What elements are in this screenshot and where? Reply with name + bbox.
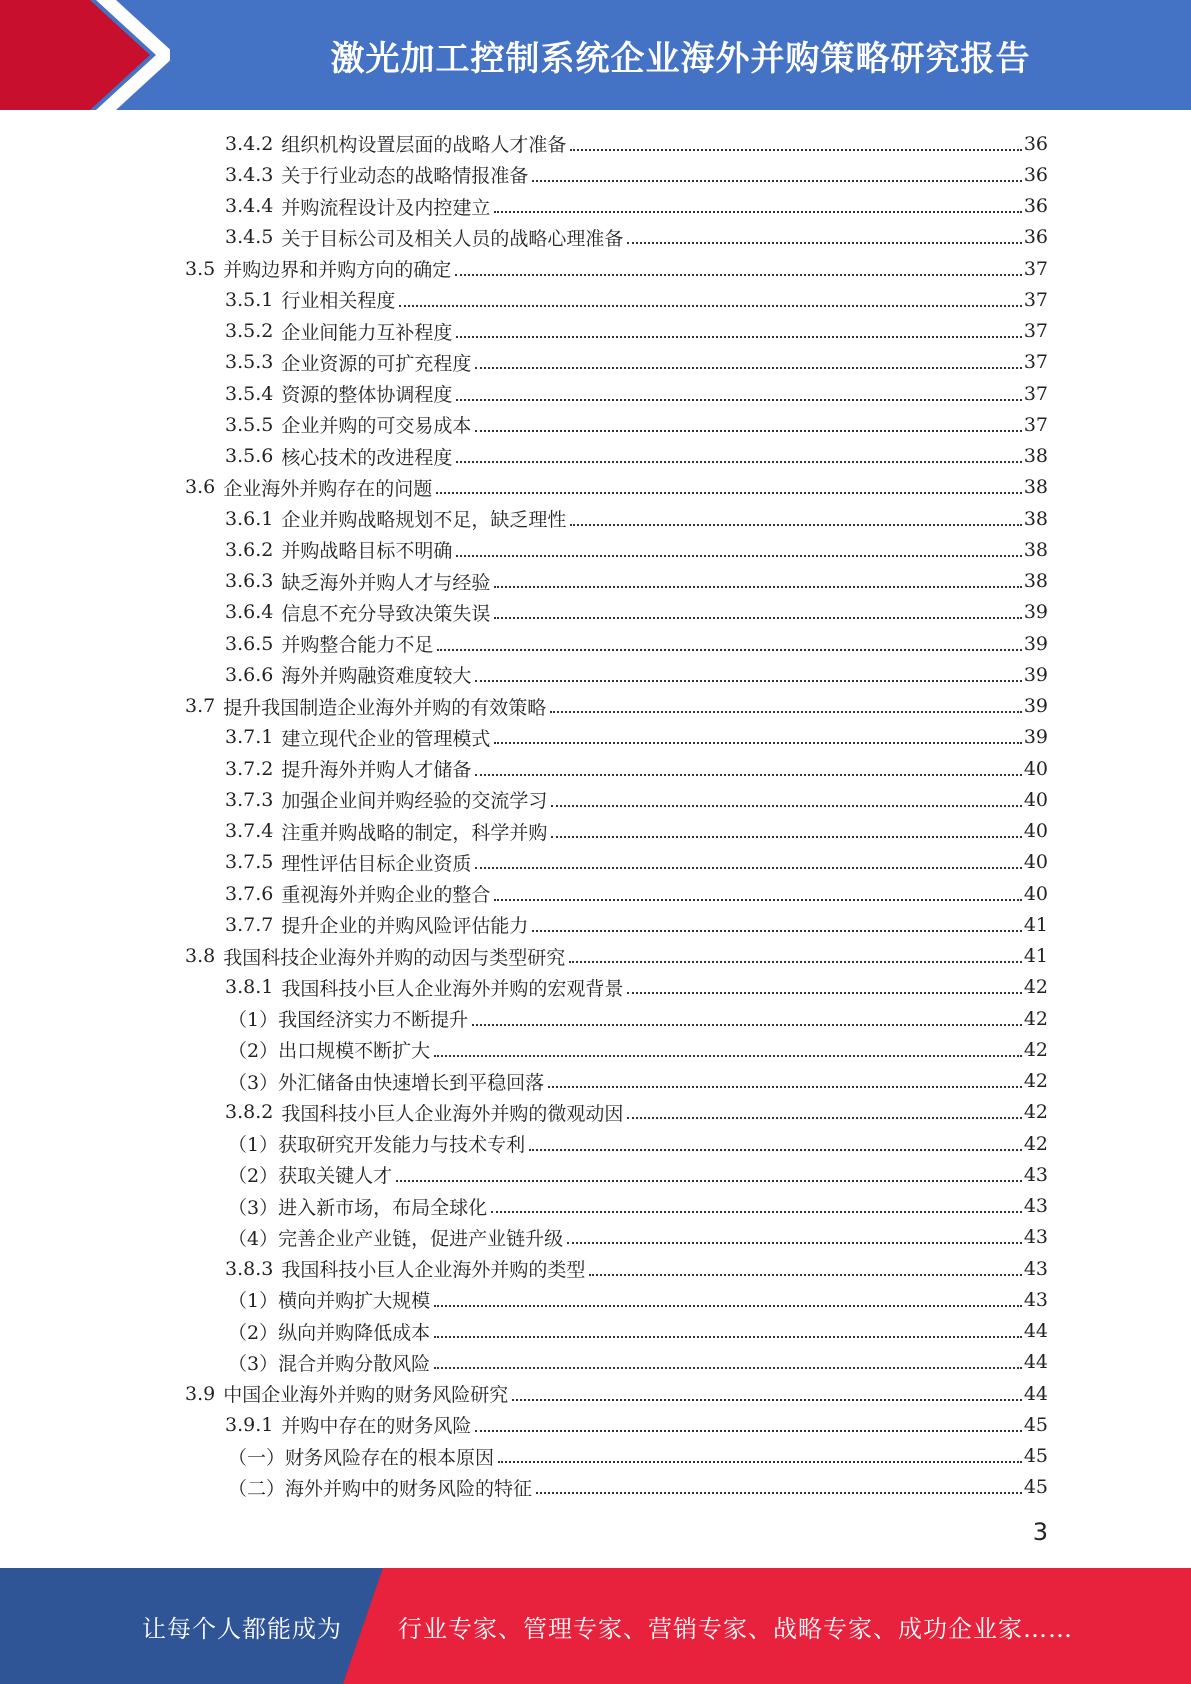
toc-dot-leader	[475, 680, 1021, 682]
toc-entry-title: 完善企业产业链，促进产业链升级	[278, 1227, 564, 1250]
toc-entry[interactable]	[185, 472, 1048, 503]
toc-entry-page: 38	[1023, 476, 1048, 499]
toc-entry[interactable]	[225, 316, 1048, 347]
toc-entry[interactable]	[225, 1253, 1048, 1284]
toc-dot-leader	[456, 461, 1021, 463]
toc-entry-page: 36	[1023, 195, 1048, 217]
toc-entry[interactable]	[225, 722, 1048, 753]
toc-entry-page: 40	[1023, 788, 1048, 811]
toc-entry[interactable]	[228, 1066, 1048, 1097]
toc-entry-number: 3.6	[185, 476, 216, 499]
toc-entry-page: 43	[1023, 1195, 1048, 1217]
toc-entry[interactable]	[185, 941, 1048, 972]
toc-entry[interactable]	[225, 628, 1048, 659]
toc-dot-leader	[569, 961, 1022, 963]
toc-entry-page: 37	[1023, 351, 1048, 374]
toc-dot-leader	[494, 899, 1021, 901]
toc-entry-page: 44	[1023, 1320, 1048, 1342]
toc-entry-title: 建立现代企业的管理模式	[281, 727, 491, 750]
toc-dot-leader	[472, 1024, 1022, 1026]
toc-entry-page: 43	[1023, 1226, 1048, 1249]
toc-dot-leader	[436, 492, 1022, 494]
toc-dot-leader	[494, 617, 1021, 619]
toc-entry-title: 组织机构设置层面的战略人才准备	[281, 134, 567, 156]
toc-entry-page: 37	[1023, 413, 1048, 436]
header-arrow-icon	[0, 0, 170, 110]
toc-entry-number: （3）	[228, 1071, 279, 1094]
toc-dot-leader	[399, 305, 1021, 307]
toc-entry[interactable]	[225, 128, 1048, 159]
toc-entry[interactable]	[225, 878, 1048, 909]
toc-entry[interactable]	[228, 1191, 1048, 1222]
toc-dot-leader	[548, 1086, 1022, 1088]
toc-entry-page: 38	[1023, 507, 1048, 530]
page-number: 3	[1032, 1518, 1048, 1546]
toc-entry-title: 并购整合能力不足	[281, 634, 434, 656]
toc-entry[interactable]	[225, 1097, 1048, 1128]
toc-dot-leader	[456, 336, 1021, 338]
toc-entry-page: 38	[1023, 445, 1048, 467]
page-footer	[0, 1568, 1191, 1684]
toc-entry-page: 41	[1023, 913, 1048, 936]
toc-entry-page: 43	[1023, 1257, 1048, 1280]
toc-entry-page: 40	[1023, 851, 1048, 874]
toc-dot-leader	[627, 1117, 1021, 1119]
toc-entry-title: 出口规模不断扩大	[278, 1040, 431, 1063]
toc-entry-title: 我国科技企业海外并购的动因与类型研究	[223, 946, 566, 969]
toc-entry-number: 3.7.3	[225, 788, 274, 811]
toc-entry-number: 3.4.2	[225, 132, 274, 155]
toc-entry-page: 42	[1023, 1038, 1048, 1061]
toc-entry-title: 中国企业海外并购的财务风险研究	[223, 1384, 509, 1406]
toc-dot-leader	[437, 649, 1021, 651]
toc-entry-number: （3）	[228, 1352, 279, 1375]
toc-entry-page: 45	[1023, 1445, 1048, 1467]
toc-dot-leader	[434, 1305, 1022, 1307]
toc-entry-page: 42	[1023, 976, 1048, 999]
footer-slogan-right: 行业专家、管理专家、营销专家、战略专家、成功企业家……	[398, 1614, 1073, 1643]
toc-entry-number: 3.6.5	[225, 632, 274, 655]
toc-entry-page: 36	[1023, 226, 1048, 249]
toc-entry-page: 39	[1023, 601, 1048, 624]
toc-entry[interactable]	[225, 441, 1048, 472]
toc-entry-page: 44	[1023, 1382, 1048, 1405]
toc-dot-leader	[475, 430, 1021, 432]
toc-dot-leader	[456, 555, 1021, 557]
toc-entry-title: 关于行业动态的战略情报准备	[281, 165, 529, 188]
toc-entry-title: 缺乏海外并购人才与经验	[281, 571, 491, 594]
toc-entry[interactable]	[185, 691, 1048, 722]
toc-entry[interactable]	[225, 784, 1048, 815]
toc-entry-number: （二）	[228, 1477, 286, 1500]
toc-entry-title: 并购流程设计及内控建立	[281, 196, 491, 219]
toc-entry-page: 43	[1023, 1288, 1048, 1311]
toc-entry-number: 3.9	[185, 1382, 216, 1405]
toc-entry-number: 3.5.3	[225, 351, 274, 374]
toc-entry-number: 3.7.4	[225, 820, 274, 842]
toc-entry[interactable]	[228, 1441, 1048, 1472]
toc-entry[interactable]	[228, 1003, 1048, 1034]
toc-entry-page: 41	[1023, 945, 1048, 967]
toc-entry[interactable]	[225, 503, 1048, 534]
toc-dot-leader	[570, 149, 1021, 151]
document-title: 激光加工控制系统企业海外并购策略研究报告	[330, 38, 1031, 79]
toc-dot-leader	[475, 774, 1021, 776]
toc-entry-title: 我国科技小巨人企业海外并购的宏观背景	[281, 977, 624, 1000]
toc-entry-number: 3.8	[185, 945, 216, 967]
toc-entry-number: 3.6.4	[225, 601, 274, 624]
toc-entry[interactable]	[225, 347, 1048, 378]
toc-dot-leader	[396, 1180, 1022, 1182]
toc-entry-title: 外汇储备由快速增长到平稳回落	[278, 1071, 545, 1094]
toc-entry-number: 3.7.6	[225, 882, 274, 905]
toc-entry-title: 我国经济实力不断提升	[278, 1009, 469, 1031]
toc-entry-number: 3.7.1	[225, 726, 274, 749]
toc-entry-number: 3.6.2	[225, 538, 274, 561]
toc-dot-leader	[570, 524, 1021, 526]
toc-entry-page: 39	[1023, 632, 1048, 655]
toc-entry-number: （2）	[228, 1040, 279, 1063]
toc-entry-page: 42	[1023, 1070, 1048, 1092]
toc-entry-title: 加强企业间并购经验的交流学习	[281, 790, 548, 813]
toc-entry-title: 并购中存在的财务风险	[281, 1415, 472, 1438]
toc-entry-page: 39	[1023, 726, 1048, 749]
toc-entry-page: 36	[1023, 163, 1048, 186]
toc-entry-number: 3.6.6	[225, 663, 274, 686]
toc-entry-page: 37	[1023, 257, 1048, 280]
toc-entry-number: 3.5.1	[225, 288, 274, 311]
toc-entry-title: 资源的整体协调程度	[281, 384, 453, 406]
toc-entry-number: （一）	[228, 1446, 286, 1469]
toc-dot-leader	[491, 1211, 1022, 1213]
toc-entry-page: 37	[1023, 382, 1048, 405]
toc-entry-number: （2）	[228, 1165, 279, 1188]
toc-entry-title: 重视海外并购企业的整合	[281, 884, 491, 906]
toc-entry-number: 3.6.3	[225, 570, 274, 592]
toc-entry[interactable]	[225, 659, 1048, 690]
toc-entry[interactable]	[225, 378, 1048, 409]
toc-entry-number: 3.5.4	[225, 382, 274, 405]
toc-entry[interactable]	[225, 909, 1048, 940]
toc-entry[interactable]	[225, 566, 1048, 597]
toc-entry[interactable]	[225, 972, 1048, 1003]
toc-entry[interactable]	[225, 1409, 1048, 1440]
toc-entry-title: 企业并购战略规划不足，缺乏理性	[281, 509, 567, 531]
toc-entry[interactable]	[225, 222, 1048, 253]
toc-dot-leader	[536, 1492, 1022, 1494]
toc-entry-number: （3）	[228, 1196, 279, 1219]
toc-entry-page: 38	[1023, 538, 1048, 561]
toc-entry-page: 38	[1023, 570, 1048, 592]
toc-entry-title: 信息不充分导致决策失误	[281, 602, 491, 625]
toc-entry-number: 3.4.4	[225, 195, 274, 217]
toc-entry[interactable]	[185, 1378, 1048, 1409]
toc-entry-title: 理性评估目标企业资质	[281, 852, 472, 875]
toc-entry-title: 企业海外并购存在的问题	[223, 477, 433, 500]
toc-entry-number: 3.7.5	[225, 851, 274, 874]
toc-dot-leader	[498, 1461, 1022, 1463]
toc-entry-number: 3.7.2	[225, 757, 274, 780]
toc-entry-page: 43	[1023, 1163, 1048, 1186]
toc-entry-title: 企业间能力互补程度	[281, 321, 453, 344]
toc-entry-title: 并购边界和并购方向的确定	[223, 259, 452, 281]
toc-entry-number: 3.4.3	[225, 163, 274, 186]
toc-entry-page: 37	[1023, 288, 1048, 311]
toc-entry-title: 关于目标公司及相关人员的战略心理准备	[281, 227, 624, 250]
toc-entry-number: 3.8.1	[225, 976, 274, 999]
toc-dot-leader	[567, 1242, 1022, 1244]
toc-entry-number: （1）	[228, 1009, 279, 1031]
toc-dot-leader	[551, 805, 1021, 807]
toc-entry[interactable]	[225, 191, 1048, 222]
toc-entry-title: 横向并购扩大规模	[278, 1290, 431, 1313]
toc-entry-title: 提升我国制造企业海外并购的有效策略	[223, 696, 547, 719]
toc-entry-page: 42	[1023, 1132, 1048, 1155]
toc-entry[interactable]	[225, 409, 1048, 440]
toc-entry-page: 40	[1023, 757, 1048, 780]
toc-dot-leader	[475, 1430, 1021, 1432]
toc-entry-title: 纵向并购降低成本	[278, 1321, 431, 1344]
toc-entry-number: 3.5	[185, 257, 216, 280]
toc-entry-title: 并购战略目标不明确	[281, 540, 453, 563]
toc-dot-leader	[475, 867, 1021, 869]
toc-entry-page: 36	[1023, 132, 1048, 155]
toc-dot-leader	[512, 1399, 1022, 1401]
toc-entry-page: 37	[1023, 320, 1048, 342]
toc-entry-number: 3.5.5	[225, 413, 274, 436]
toc-entry-number: （2）	[228, 1321, 279, 1344]
toc-entry[interactable]	[225, 534, 1048, 565]
toc-dot-leader	[551, 836, 1021, 838]
toc-entry-number: 3.5.2	[225, 320, 274, 342]
toc-entry-title: 提升企业的并购风险评估能力	[281, 915, 529, 938]
toc-entry-title: 我国科技小巨人企业海外并购的微观动因	[281, 1102, 624, 1125]
toc-entry-title: 财务风险存在的根本原因	[285, 1446, 495, 1469]
toc-entry-title: 我国科技小巨人企业海外并购的类型	[281, 1259, 586, 1281]
toc-entry-number: 3.8.2	[225, 1101, 274, 1124]
toc-entry[interactable]	[228, 1159, 1048, 1190]
toc-entry[interactable]	[228, 1284, 1048, 1315]
toc-entry-page: 39	[1023, 663, 1048, 686]
toc-dot-leader	[589, 1274, 1021, 1276]
toc-entry-title: 提升海外并购人才储备	[281, 759, 472, 781]
toc-entry[interactable]	[225, 159, 1048, 190]
toc-entry-number: 3.6.1	[225, 507, 274, 530]
toc-dot-leader	[627, 242, 1021, 244]
toc-entry-title: 获取研究开发能力与技术专利	[278, 1134, 526, 1156]
toc-dot-leader	[529, 1149, 1022, 1151]
toc-dot-leader	[455, 274, 1022, 276]
toc-entry[interactable]	[225, 284, 1048, 315]
toc-entry-title: 进入新市场，布局全球化	[278, 1196, 488, 1219]
toc-entry-page: 40	[1023, 882, 1048, 905]
toc-entry[interactable]	[225, 597, 1048, 628]
toc-dot-leader	[494, 211, 1021, 213]
toc-entry-page: 44	[1023, 1351, 1048, 1374]
toc-entry-page: 40	[1023, 820, 1048, 842]
toc-entry-number: 3.7	[185, 695, 216, 717]
toc-entry-title: 注重并购战略的制定，科学并购	[281, 821, 548, 844]
toc-entry[interactable]	[225, 753, 1048, 784]
toc-dot-leader	[532, 930, 1021, 932]
toc-entry-number: 3.8.3	[225, 1257, 274, 1280]
toc-dot-leader	[456, 399, 1021, 401]
toc-entry-page: 39	[1023, 695, 1048, 717]
toc-entry-title: 海外并购融资难度较大	[281, 665, 472, 688]
toc-entry[interactable]	[228, 1347, 1048, 1378]
toc-entry-title: 海外并购中的财务风险的特征	[285, 1477, 533, 1500]
toc-entry-title: 核心技术的改进程度	[281, 446, 453, 469]
footer-slogan-left: 让每个人都能成为	[142, 1614, 342, 1643]
toc-entry-number: （1）	[228, 1134, 279, 1156]
toc-dot-leader	[475, 367, 1021, 369]
toc-dot-leader	[627, 992, 1021, 994]
toc-entry-title: 企业资源的可扩充程度	[281, 352, 472, 375]
toc-dot-leader	[434, 1336, 1022, 1338]
toc-entry[interactable]	[228, 1472, 1048, 1503]
toc-entry-title: 企业并购的可交易成本	[281, 415, 472, 438]
toc-entry-number: 3.7.7	[225, 913, 274, 936]
toc-entry-title: 混合并购分散风险	[278, 1352, 431, 1375]
toc-entry-number: 3.4.5	[225, 226, 274, 249]
toc-entry-title: 行业相关程度	[281, 290, 396, 313]
toc-dot-leader	[494, 586, 1021, 588]
toc-entry-page: 42	[1023, 1101, 1048, 1124]
toc-entry-number: 3.5.6	[225, 445, 274, 467]
toc-dot-leader	[550, 711, 1022, 713]
toc-entry[interactable]	[185, 253, 1048, 284]
toc-entry-page: 45	[1023, 1413, 1048, 1436]
toc-dot-leader	[434, 1055, 1022, 1057]
toc-entry[interactable]	[228, 1034, 1048, 1065]
toc-entry[interactable]	[228, 1222, 1048, 1253]
toc-dot-leader	[434, 1367, 1022, 1369]
toc-entry-number: （1）	[228, 1290, 279, 1313]
toc-entry[interactable]	[228, 1128, 1048, 1159]
toc-entry-title: 获取关键人才	[278, 1165, 393, 1188]
toc-entry[interactable]	[225, 816, 1048, 847]
toc-entry-number: 3.9.1	[225, 1413, 274, 1436]
page-header	[0, 0, 1191, 110]
toc-entry[interactable]	[225, 847, 1048, 878]
toc-entry-page: 42	[1023, 1007, 1048, 1030]
toc-entry-number: （4）	[228, 1227, 279, 1250]
toc-dot-leader	[494, 742, 1021, 744]
toc-entry-page: 45	[1023, 1476, 1048, 1499]
toc-entry[interactable]	[228, 1316, 1048, 1347]
toc-dot-leader	[532, 180, 1021, 182]
